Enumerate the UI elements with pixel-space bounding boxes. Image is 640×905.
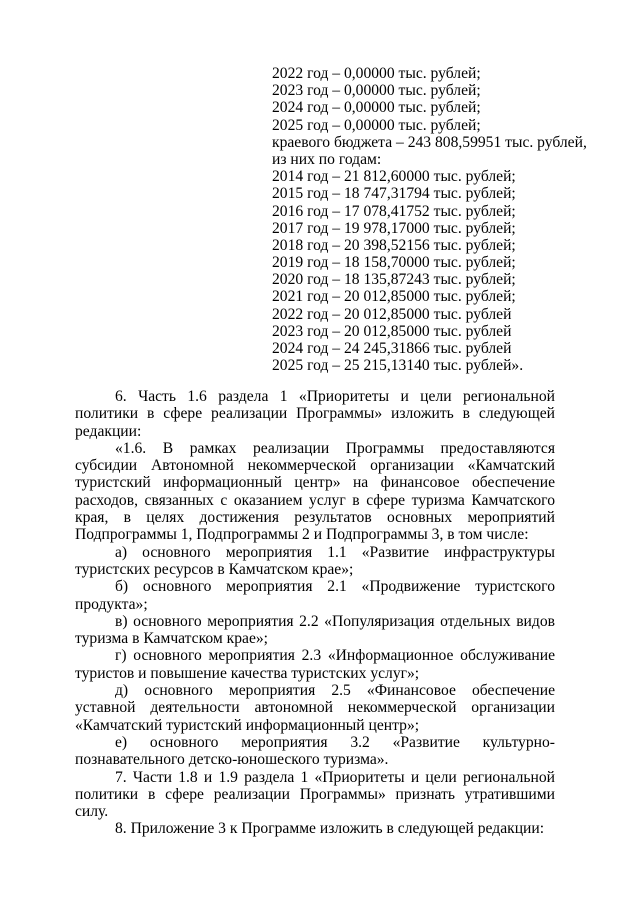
paragraph-item-7: 7. Части 1.8 и 1.9 раздела 1 «Приоритеты и цели региональной политики в сфере реализации Программы» признать утратившими силу. — [75, 768, 555, 821]
funding-list — [272, 65, 602, 374]
sub-item-e: е) основного мероприятия 3.2 «Развитие культурно-познавательного детско-юношеского туризма». — [75, 733, 555, 769]
main-text — [75, 388, 555, 838]
list-item: 2024 год – 24 245,31866 тыс. рублей — [272, 340, 512, 358]
list-item: 2023 год – 20 012,85000 тыс. рублей — [272, 322, 512, 340]
list-item: 2014 год – 21 812,60000 тыс. рублей; — [272, 168, 516, 186]
list-item: 2021 год – 20 012,85000 тыс. рублей; — [272, 288, 516, 306]
list-item: 2020 год – 18 135,87243 тыс. рублей; — [272, 271, 516, 289]
list-item: 2025 год – 0,00000 тыс. рублей; — [272, 116, 481, 134]
list-item: 2022 год – 20 012,85000 тыс. рублей — [272, 305, 512, 323]
list-item: 2018 год – 20 398,52156 тыс. рублей; — [272, 236, 516, 254]
paragraph-item-6: 6. Часть 1.6 раздела 1 «Приоритеты и цели региональной политики в сфере реализации Программы» изложить в следующей редакции: — [75, 388, 555, 440]
list-item: 2016 год – 17 078,41752 тыс. рублей; — [272, 202, 516, 220]
list-item: 2025 год – 25 215,13140 тыс. рублей». — [272, 357, 524, 375]
sub-item-d: д) основного мероприятия 2.5 «Финансовое обеспечение уставной деятельности автономной некоммерческой организации «Камчатский туристский информационный центр»; — [75, 682, 555, 734]
paragraph-item-6-text: «1.6. В рамках реализации Программы предоставляются субсидии Автономной некоммерческой организации «Камчатский туристский информационный центр» на финансовое обеспечение расходов, связанных с оказанием услуг в сфере туризма Камчатского края, в целях достижения результатов основных мероприятий Подпрограммы 1, Подпрограммы 2 и Подпрограммы 3, в том числе: — [75, 439, 555, 544]
list-item: 2024 год – 0,00000 тыс. рублей; — [272, 99, 481, 117]
sub-item-b: б) основного мероприятия 2.1 «Продвижение туристского продукта»; — [75, 578, 555, 613]
list-item: 2019 год – 18 158,70000 тыс. рублей; — [272, 254, 516, 272]
list-item: 2017 год – 19 978,17000 тыс. рублей; — [272, 219, 516, 237]
paragraph-item-8: 8. Приложение 3 к Программе изложить в следующей редакции: — [115, 820, 545, 838]
list-item: 2015 год – 18 747,31794 тыс. рублей; — [272, 185, 516, 203]
sub-item-a: а) основного мероприятия 1.1 «Развитие инфраструктуры туристских ресурсов в Камчатском крае»; — [75, 543, 555, 578]
sub-item-v: в) основного мероприятия 2.2 «Популяризация отдельных видов туризма в Камчатском крае»; — [75, 612, 555, 648]
list-item: 2022 год – 0,00000 тыс. рублей; — [272, 65, 481, 82]
list-item: 2023 год – 0,00000 тыс. рублей; — [272, 82, 481, 100]
regional-budget-intro: краевого бюджета – 243 808,59951 тыс. рублей, из них по годам: — [272, 133, 587, 168]
sub-item-g: г) основного мероприятия 2.3 «Информационное обслуживание туристов и повышение качества туристских услуг»; — [75, 647, 555, 682]
